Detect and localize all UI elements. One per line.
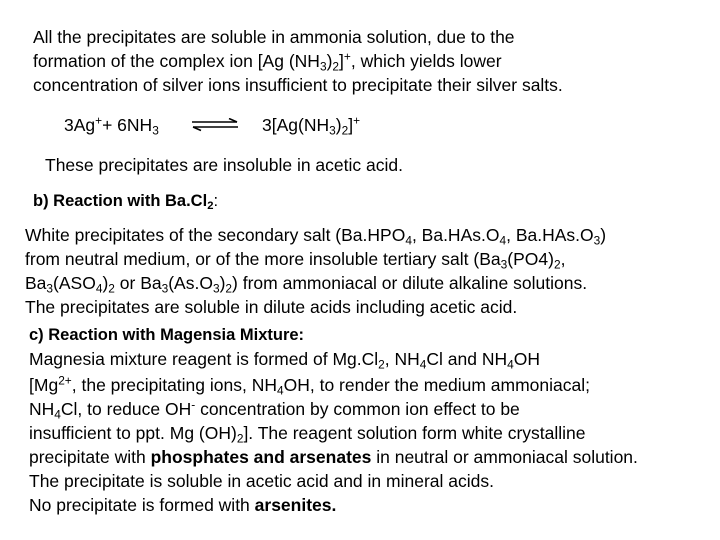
section-b-heading: b) Reaction with $Ba.Cl_2$:: [33, 192, 219, 213]
equation-left-side: $3Ag^++ 6NH_3$: [64, 113, 159, 138]
paragraph-1-line-1: All the precipitates are soluble in ammonia solution, due to the: [33, 27, 515, 47]
section-c-line-7: No precipitate is formed with arsenites.: [29, 495, 337, 515]
insoluble-note: These precipitates are insoluble in acetic acid.: [45, 155, 403, 175]
paragraph-1-line-3: concentration of silver ions insufficient to precipitate their silver salts.: [33, 75, 563, 95]
section-c-line-1: Magnesia mixture reagent is formed of $Mg.Cl_2$, $NH_4Cl$ and $NH_4OH$: [29, 349, 541, 372]
section-b-line-4: The precipitates are soluble in dilute acids including acetic acid.: [25, 297, 518, 317]
section-b-line-1: White precipitates of the secondary salt ($Ba.HPO_4$, $Ba.HAs.O_4$, $Ba.HAs.O_3$): [25, 225, 607, 248]
section-c-heading: c) Reaction with Magensia Mixture:: [29, 326, 305, 344]
paragraph-1-line-2: formation of the complex ion [Ag $(NH_3)_2]^+$, which yields lower: [33, 49, 502, 74]
section-c-line-6: The precipitate is soluble in acetic acid and in mineral acids.: [29, 471, 494, 491]
section-c-line-5: precipitate with phosphates and arsenates in neutral or ammoniacal solution.: [29, 447, 638, 467]
section-b-line-2: from neutral medium, or of the more insoluble tertiary salt ($Ba_3(PO4)_2$,: [25, 249, 566, 272]
equilibrium-arrow-icon: [191, 118, 239, 132]
section-c-line-4: insufficient to ppt. Mg $(OH)_2$]. The reagent solution form white crystalline: [29, 423, 586, 446]
equation-right-side: $3[Ag(NH_3)_2]^+$: [262, 113, 361, 138]
section-c-line-2: [$Mg^{2+}$, the precipitating ions, $NH_4OH$, to render the medium ammoniacal;: [29, 373, 591, 398]
section-b-line-3: $Ba_3(ASO_4)_2$ or $Ba_3(As.O_3)_2$) from ammoniacal or dilute alkaline solutions.: [25, 273, 588, 296]
section-c-line-3: $NH_4Cl$, to reduce OH- concentration by common ion effect to be: [29, 397, 520, 422]
